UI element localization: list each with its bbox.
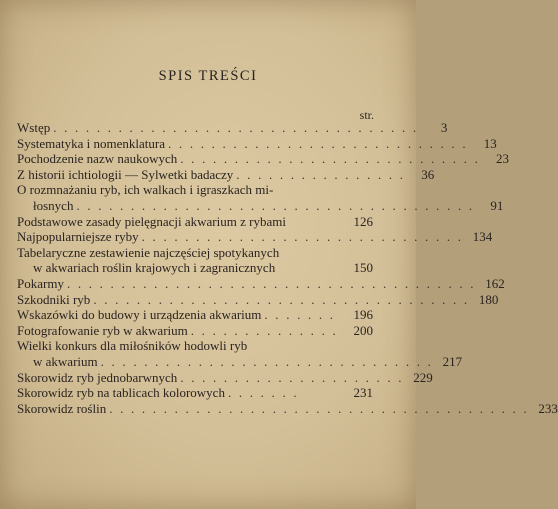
leader-dots: . . . . . . . . . . . . . . . . . . . . . . . . . . . . . . . [100,353,434,369]
toc-entry-pokarmy [17,275,505,292]
toc-entry-title: Systematyka i nomenklatura [17,135,166,151]
toc-entry-page: 217 [442,353,463,369]
toc-entry-szkodniki [17,291,499,308]
toc-entry-title-line1: Tabelaryczne zestawienie najczęściej spotykanych [17,244,280,260]
toc-entry-najpopularniejsze [17,229,493,245]
leader-dots: . . . . . . . . . . . . . . . . . . . . . . . . . . . . . . . . . . [53,120,419,135]
leader-dots: . . . . . . . . . . . . . . . . . . . . . . . . . . . . [168,135,468,151]
leader-dots: . . . . . . . . . . . . . . . . . . . . . . . . . . . . . . . . . . . . . [76,197,475,213]
toc-entry-page: 23 [496,151,510,167]
toc-entry-title: Wstęp [17,120,51,135]
toc-entry-wielki-konkurs [17,338,463,369]
toc-entry-title: Podstawowe zasady pielęgnacji akwarium z rybami [17,213,286,229]
toc-entry-wskazowki [17,307,373,323]
toc-entry-podstawowe-zasady [17,214,373,230]
toc-entry-page: 162 [485,275,505,291]
toc-entry-page: 134 [472,229,493,245]
toc-entry-title: Pokarmy [17,275,64,291]
toc-entry-title: Najpopularniejsze ryby [17,229,139,245]
toc-entry-page: 231 [353,385,373,401]
toc-entry-page: 150 [353,260,373,276]
toc-entry-title: Skorowidz ryb jednobarwnych [17,369,178,385]
toc-entry-skorowidz-roslin [17,400,558,417]
toc-entry-page: 36 [421,166,435,182]
toc-entry-page: 229 [413,369,433,385]
toc-entry-title: Wskazówki do budowy i urządzenia akwarium [17,307,262,323]
toc-entry-wstep [17,120,448,136]
leader-dots: . . . . . . . . . . . . . . . . . . . . . . . . . . . . . . . . . . . [93,291,470,307]
table-of-contents [17,120,558,416]
leader-dots: . . . . . . . . . . . . . . . . [236,166,406,182]
toc-entry-page: 3 [440,120,448,135]
toc-entry-skorowidz-kolorowych [17,385,373,401]
toc-entry-page: 200 [353,322,373,338]
toc-entry-skorowidz-jednobarwnych [17,369,433,386]
toc-entry-page: 126 [353,213,373,229]
toc-entry-pochodzenie [17,151,510,167]
toc-entry-page: 91 [490,197,504,213]
toc-entry-page: 233 [538,400,558,416]
toc-entry-rozmnazanie [17,182,504,213]
leader-dots: . . . . . . . [227,385,299,401]
toc-entry-title: Szkodniki ryb [17,291,91,307]
toc-entry-systematyka [17,135,497,152]
leader-dots: . . . . . . . . . . . . . . . . . . . . . . . . . . . . . . . . . . . . . . [66,275,476,291]
leader-dots: . . . . . . . . . . . . . . . . . . . . . . . . . . . . [180,151,481,167]
toc-entry-title-line2: w akwarium [33,353,98,369]
toc-entry-title-line1: Wielki konkurs dla miłośników hodowli ryb [17,338,248,354]
toc-entry-title: Skorowidz ryb na tablicach kolorowych [17,385,225,401]
toc-entry-title-line1: O rozmnażaniu ryb, ich walkach i igraszkach mi- [17,182,274,198]
toc-entry-tabelaryczne [17,245,373,276]
toc-entry-title-line2: łosnych [33,197,74,213]
leader-dots: . . . . . . . . . . . . . . . . . . . . . . . . . . . . . . . . . . . . . . . [109,400,529,416]
toc-entry-title: Skorowidz roślin [17,400,107,416]
toc-entry-page: 13 [483,135,497,151]
leader-dots: . . . . . . . . . . . . . . . . . . . . . . . . . . . . . . [141,229,464,245]
leader-dots: . . . . . . . . . . . . . . [190,322,338,338]
page-title: SPIS TREŚCI [158,68,258,84]
toc-entry-fotografowanie [17,323,373,339]
toc-entry-title: Z historii ichtiologii — Sylwetki badaczy [17,166,234,182]
toc-entry-page: 196 [353,307,373,323]
toc-entry-title: Pochodzenie nazw naukowych [17,151,178,167]
toc-entry-historia [17,166,435,183]
toc-entry-title: Fotografowanie ryb w akwarium [17,322,188,338]
page-column-label: str. [359,108,374,122]
toc-entry-page: 180 [478,291,499,307]
leader-dots: . . . . . . . . . . . . . . . . . . . . . [180,369,404,385]
leader-dots: . . . . . . . [264,307,336,323]
toc-entry-title-line2: w akwariach roślin krajowych i zagranicznych [33,260,276,276]
